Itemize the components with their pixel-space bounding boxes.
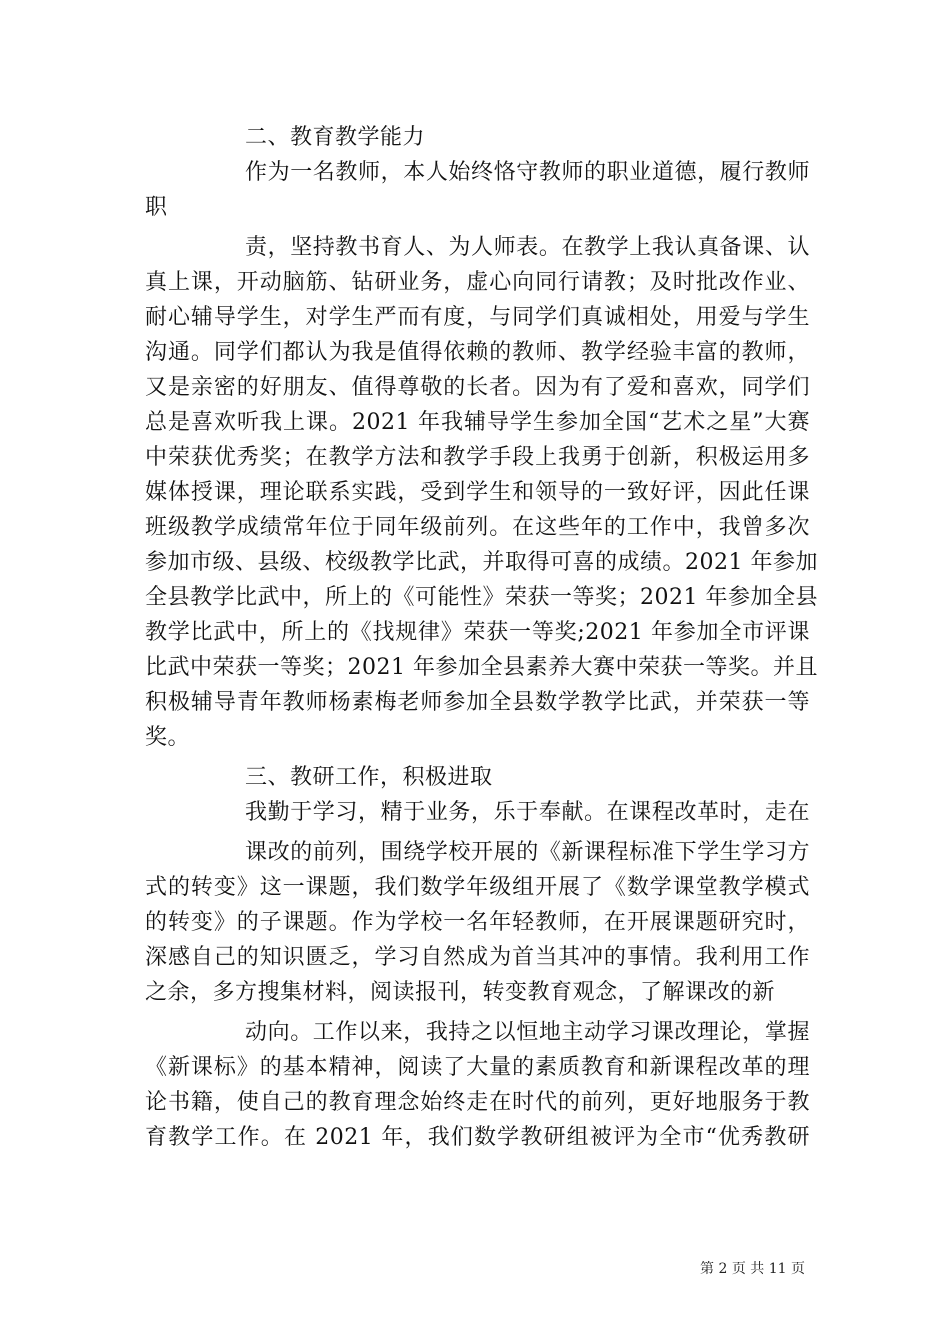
text-line: 深感自己的知识匮乏，学习自然成为首当其冲的事情。我利用工作 — [145, 945, 810, 970]
text-line: 职 — [145, 195, 168, 220]
text-line: 参加市级、县级、校级教学比武，并取得可喜的成绩。2021 年参加 — [145, 550, 818, 575]
text-line: 又是亲密的好朋友、值得尊敬的长者。因为有了爱和喜欢，同学们 — [145, 375, 810, 400]
text-line: 奖。 — [145, 725, 191, 750]
text-line: 中荣获优秀奖；在教学方法和教学手段上我勇于创新，积极运用多 — [145, 445, 810, 470]
text-line: 《新课标》的基本精神，阅读了大量的素质教育和新课程改革的理 — [145, 1055, 810, 1080]
text-line: 的转变》的子课题。作为学校一名年轻教师，在开展课题研究时， — [145, 910, 810, 935]
text-line: 式的转变》这一课题，我们数学年级组开展了《数学课堂教学模式 — [145, 875, 810, 900]
text-line: 积极辅导青年教师杨素梅老师参加全县数学教学比武，并荣获一等 — [145, 690, 810, 715]
text-line: 教学比武中，所上的《找规律》荣获一等奖;2021 年参加全市评课 — [145, 620, 810, 645]
text-line: 论书籍，使自己的教育理念始终走在时代的前列，更好地服务于教 — [145, 1090, 810, 1115]
text-line: 我勤于学习，精于业务，乐于奉献。在课程改革时，走在 — [245, 800, 810, 825]
page-number-footer: 第 2 页 共 11 页 — [700, 1261, 805, 1277]
text-line: 总是喜欢听我上课。2021 年我辅导学生参加全国“艺术之星”大赛 — [145, 410, 810, 435]
text-line: 课改的前列，围绕学校开展的《新课程标准下学生学习方 — [245, 840, 810, 865]
text-line: 全县教学比武中，所上的《可能性》荣获一等奖；2021 年参加全县 — [145, 585, 818, 610]
text-line: 耐心辅导学生，对学生严而有度，与同学们真诚相处，用爱与学生 — [145, 305, 810, 330]
text-line: 班级教学成绩常年位于同年级前列。在这些年的工作中，我曾多次 — [145, 515, 810, 540]
heading-teaching-ability: 二、教育教学能力 — [245, 125, 426, 150]
text-line: 真上课，开动脑筋、钻研业务，虚心向同行请教；及时批改作业、 — [145, 270, 810, 295]
text-line: 比武中荣获一等奖；2021 年参加全县素养大赛中荣获一等奖。并且 — [145, 655, 818, 680]
text-line: 之余，多方搜集材料，阅读报刊，转变教育观念，了解课改的新 — [145, 980, 776, 1005]
text-line: 动向。工作以来，我持之以恒地主动学习课改理论，掌握 — [245, 1020, 810, 1045]
text-line: 育教学工作。在 2021 年，我们数学教研组被评为全市“优秀教研 — [145, 1125, 810, 1150]
text-line: 媒体授课，理论联系实践，受到学生和领导的一致好评，因此任课 — [145, 480, 810, 505]
heading-research-work: 三、教研工作，积极进取 — [245, 765, 493, 790]
text-line: 责，坚持教书育人、为人师表。在教学上我认真备课、认 — [245, 235, 810, 260]
text-line: 沟通。同学们都认为我是值得依赖的教师、教学经验丰富的教师， — [145, 340, 810, 365]
text-line: 作为一名教师，本人始终恪守教师的职业道德，履行教师 — [245, 160, 810, 185]
